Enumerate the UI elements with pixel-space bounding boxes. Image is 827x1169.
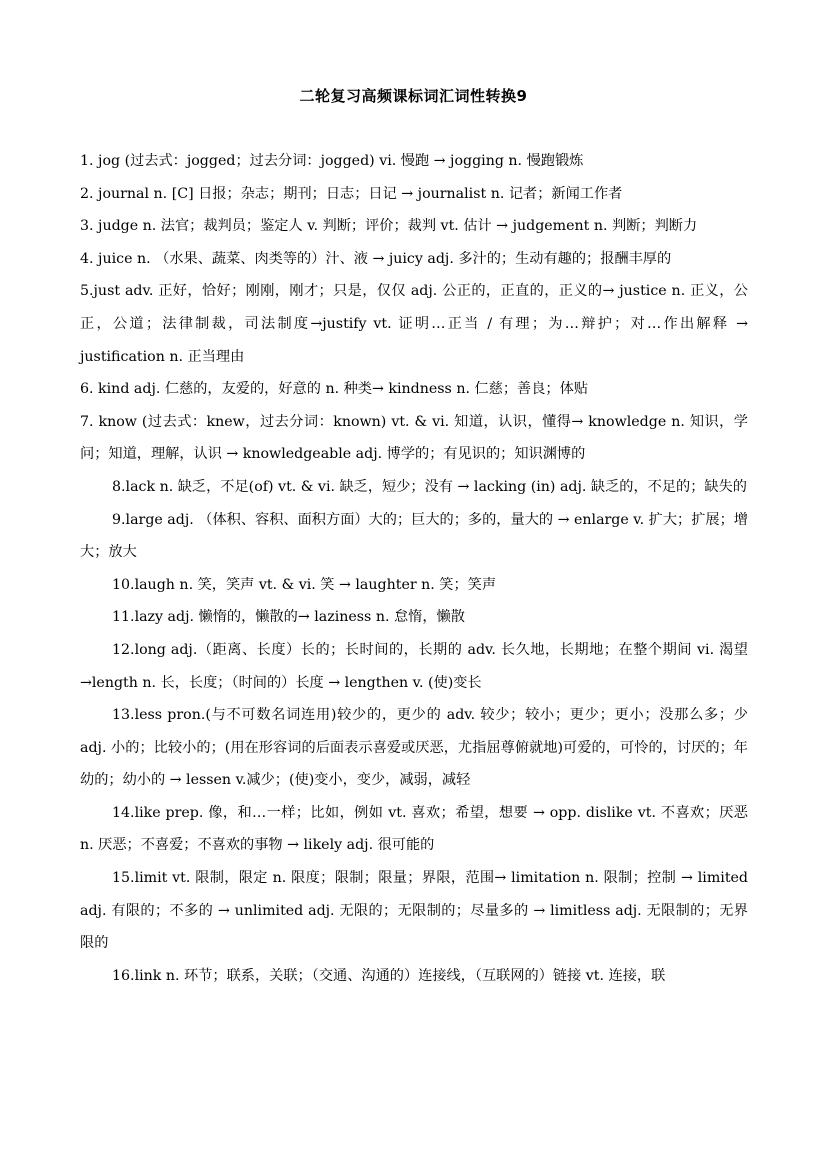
list-item: 15.limit vt. 限制，限定 n. 限度；限制；限量；界限，范围→ limitation n. 限制；控制 → limited adj. 有限的；不多的 → unlimited adj. 无限的；无限制的；尽量多的 → limitless adj. 无限制的；无界限的 bbox=[80, 870, 748, 952]
page-title: 二轮复习高频课标词汇词性转换9 bbox=[299, 87, 528, 105]
list-item: 2. journal n. [C] 日报；杂志；期刊；日志；日记 → journalist n. 记者；新闻工作者 bbox=[80, 185, 623, 202]
list-item: 10.laugh n. 笑，笑声 vt. & vi. 笑 → laughter n. 笑；笑声 bbox=[112, 576, 497, 593]
list-item: 14.like prep. 像，和…一样；比如，例如 vt. 喜欢；希望，想要 → opp. dislike vt. 不喜欢；厌恶 n. 厌恶；不喜爱；不喜欢的事物 → likely adj. 很可能的 bbox=[80, 804, 748, 854]
list-item: 7. know (过去式：knew，过去分词：known) vt. & vi. 知道，认识，懂得→ knowledge n. 知识，学问；知道，理解，认识 → knowledgeable adj. 博学的；有见识的；知识渊博的 bbox=[80, 413, 748, 463]
vocabulary-list bbox=[80, 145, 748, 992]
list-item: 5.just adv. 正好，恰好；刚刚，刚才；只是，仅仅 adj. 公正的，正直的，正义的→ justice n. 正义，公正，公道；法律制裁，司法制度→justify vt. 证明…正当 / 有理；为…辩护；对…作出解释 → justification n. 正当理由 bbox=[80, 283, 748, 365]
list-item: 16.link n. 环节；联系，关联；（交通、沟通的）连接线，（互联网的）链接 vt. 连接，联 bbox=[112, 967, 666, 984]
list-item: 11.lazy adj. 懒惰的，懒散的→ laziness n. 怠惰，懒散 bbox=[112, 609, 465, 626]
list-item: 9.large adj. （体积、容积、面积方面）大的；巨大的；多的，量大的 → enlarge v. 扩大；扩展；增大；放大 bbox=[80, 511, 748, 561]
list-item: 13.less pron.(与不可数名词连用)较少的，更少的 adv. 较少；较小；更少；更小；没那么多；少 adj. 小的；比较小的；(用在形容词的后面表示喜爱或厌恶，尤指屈尊俯就地)可爱的，可怜的，讨厌的；年幼的；幼小的 → lessen v.减少；(使)变小，变少，减弱，减轻 bbox=[80, 707, 748, 789]
list-item: 12.long adj.（距离、长度）长的；长时间的，长期的 adv. 长久地，长期地；在整个期间 vi. 渴望 →length n. 长，长度；（时间的）长度 → lengthen v. (使)变长 bbox=[80, 641, 748, 691]
list-item: 8.lack n. 缺乏，不足(of) vt. & vi. 缺乏，短少；没有 → lacking (in) adj. 缺乏的，不足的；缺失的 bbox=[112, 478, 747, 495]
list-item: 6. kind adj. 仁慈的，友爱的，好意的 n. 种类→ kindness n. 仁慈；善良；体贴 bbox=[80, 381, 588, 398]
list-item: 1. jog (过去式：jogged；过去分词：jogged) vi. 慢跑 → jogging n. 慢跑锻炼 bbox=[80, 153, 584, 169]
list-item: 4. juice n. （水果、蔬菜、肉类等的）汁、液 → juicy adj. 多汁的；生动有趣的；报酬丰厚的 bbox=[80, 250, 672, 267]
list-item: 3. judge n. 法官；裁判员；鉴定人 v. 判断；评价；裁判 vt. 估计 → judgement n. 判断；判断力 bbox=[80, 218, 698, 235]
